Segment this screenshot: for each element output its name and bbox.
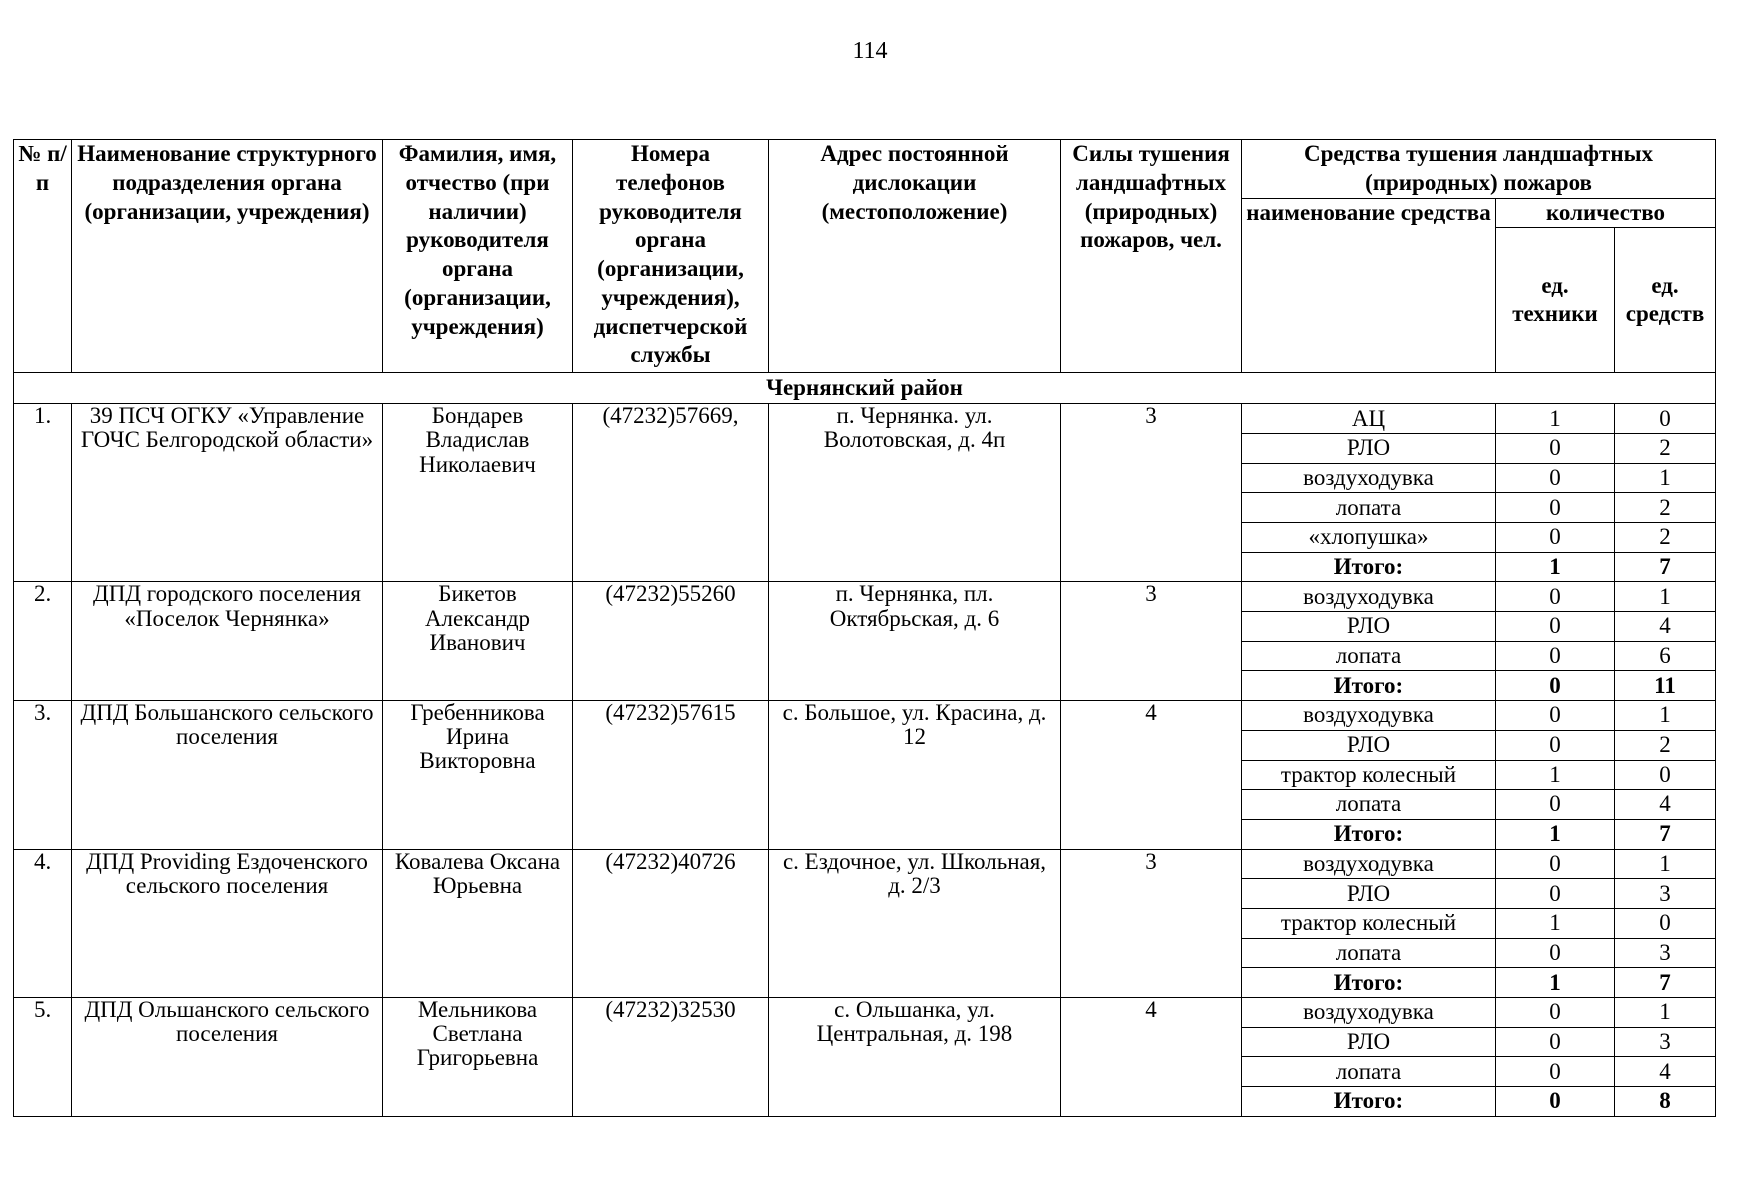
means-name: РЛО bbox=[1242, 433, 1496, 463]
means-name: Итого: bbox=[1242, 968, 1496, 998]
qty-tech: 0 bbox=[1496, 879, 1615, 909]
qty-tech: 0 bbox=[1496, 641, 1615, 671]
header-num: № п/п bbox=[14, 140, 72, 373]
qty-means: 4 bbox=[1615, 612, 1716, 642]
qty-tech: 0 bbox=[1496, 523, 1615, 553]
head-name: Бикетов Александр Иванович bbox=[383, 582, 573, 701]
qty-tech: 0 bbox=[1496, 463, 1615, 493]
means-name: воздуходувка bbox=[1242, 998, 1496, 1028]
qty-tech: 0 bbox=[1496, 493, 1615, 523]
qty-means: 1 bbox=[1615, 998, 1716, 1028]
header-means: Средства тушения ландшафтных (природных) пожаров bbox=[1242, 140, 1716, 199]
means-name: РЛО bbox=[1242, 612, 1496, 642]
unit-name: ДПД городского поселения «Поселок Чернянка» bbox=[72, 582, 383, 701]
header-qty-means: ед. средств bbox=[1615, 228, 1716, 373]
head-name: Ковалева Оксана Юрьевна bbox=[383, 849, 573, 997]
qty-means: 1 bbox=[1615, 849, 1716, 879]
table-row bbox=[14, 701, 1716, 731]
qty-means: 1 bbox=[1615, 582, 1716, 612]
unit-name: 39 ПСЧ ОГКУ «Управление ГОЧС Белгородской области» bbox=[72, 404, 383, 582]
means-name: лопата bbox=[1242, 938, 1496, 968]
address: с. Большое, ул. Красина, д. 12 bbox=[769, 701, 1061, 849]
qty-tech: 0 bbox=[1496, 849, 1615, 879]
page-number: 114 bbox=[852, 38, 888, 64]
means-name: Итого: bbox=[1242, 671, 1496, 701]
row-number: 1. bbox=[14, 404, 72, 582]
header-quantity: количество bbox=[1496, 198, 1716, 228]
qty-means: 1 bbox=[1615, 463, 1716, 493]
means-name: Итого: bbox=[1242, 819, 1496, 849]
row-number: 2. bbox=[14, 582, 72, 701]
head-name: Мельникова Светлана Григорьевна bbox=[383, 998, 573, 1117]
table-body bbox=[14, 373, 1716, 1117]
qty-tech: 0 bbox=[1496, 1087, 1615, 1117]
qty-means: 4 bbox=[1615, 1057, 1716, 1087]
qty-tech: 0 bbox=[1496, 1027, 1615, 1057]
means-name: РЛО bbox=[1242, 879, 1496, 909]
means-name: АЦ bbox=[1242, 404, 1496, 434]
qty-means: 2 bbox=[1615, 730, 1716, 760]
qty-tech: 0 bbox=[1496, 701, 1615, 731]
qty-means: 7 bbox=[1615, 552, 1716, 582]
table-row bbox=[14, 998, 1716, 1028]
unit-name: ДПД Большанского сельского поселения bbox=[72, 701, 383, 849]
qty-means: 1 bbox=[1615, 701, 1716, 731]
means-name: лопата bbox=[1242, 1057, 1496, 1087]
qty-means: 7 bbox=[1615, 968, 1716, 998]
region-row bbox=[14, 373, 1716, 404]
qty-means: 0 bbox=[1615, 760, 1716, 790]
fire-forces-table bbox=[13, 139, 1716, 1117]
means-name: лопата bbox=[1242, 493, 1496, 523]
table-row bbox=[14, 849, 1716, 879]
means-name: лопата bbox=[1242, 641, 1496, 671]
header-address: Адрес постоянной дислокации (местоположение) bbox=[769, 140, 1061, 373]
table-row bbox=[14, 404, 1716, 434]
means-name: воздуходувка bbox=[1242, 582, 1496, 612]
header-forces: Силы тушения ландшафтных (природных) пожаров, чел. bbox=[1061, 140, 1242, 373]
qty-tech: 0 bbox=[1496, 433, 1615, 463]
table-row bbox=[14, 582, 1716, 612]
phone-number: (47232)57669, bbox=[573, 404, 769, 582]
header-phones: Номера телефонов руководителя органа (организации, учреждения), диспетчерской службы bbox=[573, 140, 769, 373]
means-name: воздуходувка bbox=[1242, 463, 1496, 493]
means-name: воздуходувка bbox=[1242, 701, 1496, 731]
qty-tech: 0 bbox=[1496, 730, 1615, 760]
means-name: «хлопушка» bbox=[1242, 523, 1496, 553]
qty-tech: 0 bbox=[1496, 582, 1615, 612]
qty-means: 2 bbox=[1615, 523, 1716, 553]
means-name: Итого: bbox=[1242, 1087, 1496, 1117]
qty-means: 3 bbox=[1615, 1027, 1716, 1057]
means-name: Итого: bbox=[1242, 552, 1496, 582]
qty-tech: 1 bbox=[1496, 760, 1615, 790]
qty-means: 0 bbox=[1615, 404, 1716, 434]
header-means-name: наименование средства bbox=[1242, 198, 1496, 373]
forces-count: 4 bbox=[1061, 701, 1242, 849]
row-number: 4. bbox=[14, 849, 72, 997]
qty-means: 4 bbox=[1615, 790, 1716, 820]
qty-tech: 0 bbox=[1496, 998, 1615, 1028]
qty-tech: 0 bbox=[1496, 612, 1615, 642]
qty-tech: 0 bbox=[1496, 671, 1615, 701]
qty-tech: 1 bbox=[1496, 819, 1615, 849]
qty-means: 8 bbox=[1615, 1087, 1716, 1117]
means-name: трактор колесный bbox=[1242, 760, 1496, 790]
table-header bbox=[14, 140, 1716, 373]
phone-number: (47232)57615 bbox=[573, 701, 769, 849]
forces-count: 3 bbox=[1061, 582, 1242, 701]
qty-tech: 1 bbox=[1496, 552, 1615, 582]
qty-tech: 1 bbox=[1496, 404, 1615, 434]
header-head: Фамилия, имя, отчество (при наличии) руководителя органа (организации, учреждения) bbox=[383, 140, 573, 373]
row-number: 5. bbox=[14, 998, 72, 1117]
region-name: Чернянский район bbox=[14, 373, 1716, 404]
address: с. Ездочное, ул. Школьная, д. 2/3 bbox=[769, 849, 1061, 997]
forces-count: 3 bbox=[1061, 849, 1242, 997]
address: п. Чернянка, пл. Октябрьская, д. 6 bbox=[769, 582, 1061, 701]
phone-number: (47232)40726 bbox=[573, 849, 769, 997]
qty-tech: 1 bbox=[1496, 908, 1615, 938]
qty-means: 3 bbox=[1615, 938, 1716, 968]
qty-tech: 0 bbox=[1496, 790, 1615, 820]
qty-means: 2 bbox=[1615, 493, 1716, 523]
phone-number: (47232)55260 bbox=[573, 582, 769, 701]
head-name: Бондарев Владислав Николаевич bbox=[383, 404, 573, 582]
head-name: Гребенникова Ирина Викторовна bbox=[383, 701, 573, 849]
address: п. Чернянка. ул. Волотовская, д. 4п bbox=[769, 404, 1061, 582]
row-number: 3. bbox=[14, 701, 72, 849]
address: с. Ольшанка, ул. Центральная, д. 198 bbox=[769, 998, 1061, 1117]
means-name: трактор колесный bbox=[1242, 908, 1496, 938]
qty-means: 2 bbox=[1615, 433, 1716, 463]
forces-count: 3 bbox=[1061, 404, 1242, 582]
means-name: лопата bbox=[1242, 790, 1496, 820]
unit-name: ДПД Ольшанского сельского поселения bbox=[72, 998, 383, 1117]
means-name: РЛО bbox=[1242, 1027, 1496, 1057]
qty-means: 3 bbox=[1615, 879, 1716, 909]
means-name: РЛО bbox=[1242, 730, 1496, 760]
qty-means: 11 bbox=[1615, 671, 1716, 701]
means-name: воздуходувка bbox=[1242, 849, 1496, 879]
qty-tech: 1 bbox=[1496, 968, 1615, 998]
header-unit: Наименование структурного подразделения органа (организации, учреждения) bbox=[72, 140, 383, 373]
qty-tech: 0 bbox=[1496, 1057, 1615, 1087]
qty-means: 0 bbox=[1615, 908, 1716, 938]
header-qty-tech: ед. техники bbox=[1496, 228, 1615, 373]
forces-count: 4 bbox=[1061, 998, 1242, 1117]
qty-means: 7 bbox=[1615, 819, 1716, 849]
phone-number: (47232)32530 bbox=[573, 998, 769, 1117]
qty-means: 6 bbox=[1615, 641, 1716, 671]
unit-name: ДПД Providing Ездоченского сельского поселения bbox=[72, 849, 383, 997]
qty-tech: 0 bbox=[1496, 938, 1615, 968]
